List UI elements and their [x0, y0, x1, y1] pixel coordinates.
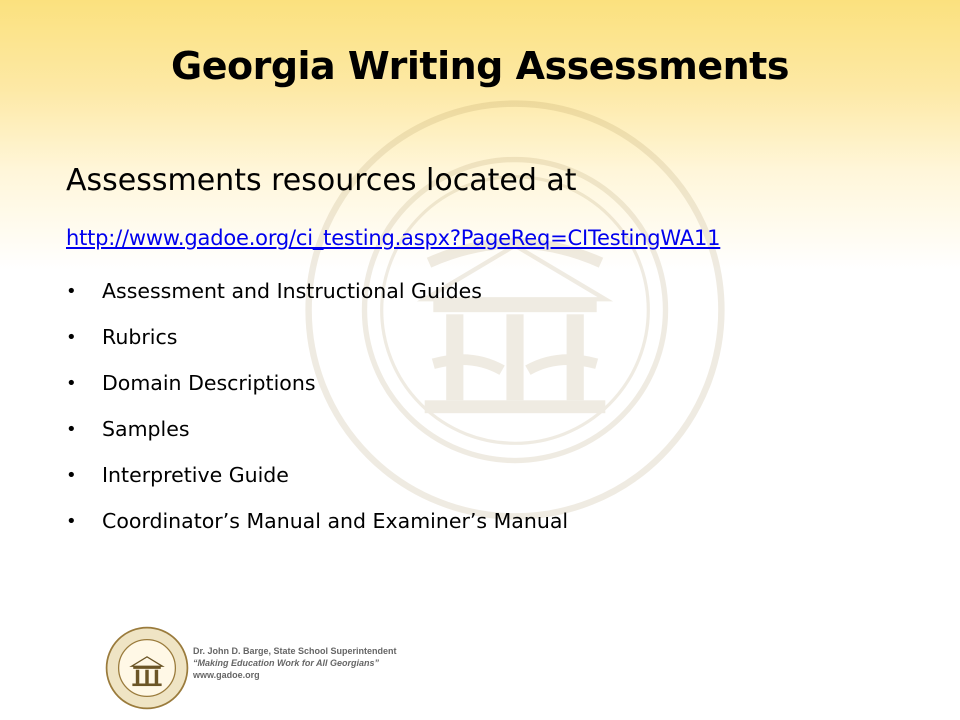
list-item-label: Samples [102, 417, 190, 441]
list-item-label: Interpretive Guide [102, 463, 289, 487]
list-item [66, 314, 568, 360]
bullet-icon: • [66, 326, 77, 348]
list-item-label: Rubrics [102, 325, 178, 349]
list-item [66, 406, 568, 452]
bullet-icon: • [66, 280, 77, 302]
list-item [66, 268, 568, 314]
list-item-label: Domain Descriptions [102, 371, 316, 395]
bullet-icon: • [66, 418, 77, 440]
slide-title: Georgia Writing Assessments [171, 44, 789, 88]
list-item-label: Assessment and Instructional Guides [102, 279, 482, 303]
intro-text: Assessments resources located at [66, 163, 577, 198]
list-item [66, 452, 568, 498]
resources-link[interactable]: http://www.gadoe.org/ci_testing.aspx?PageReq=CITestingWA11 [66, 226, 721, 250]
list-item-label: Coordinator’s Manual and Examiner’s Manual [102, 509, 569, 533]
superintendent-name: Dr. John D. Barge, State School Superintendent [193, 646, 397, 656]
bullet-icon: • [66, 464, 77, 486]
department-of-education-seal-icon [104, 625, 190, 711]
footer-motto: “Making Education Work for All Georgians” [193, 658, 380, 668]
list-item [66, 498, 568, 544]
footer-text [193, 645, 397, 681]
footer-url[interactable]: www.gadoe.org [193, 670, 260, 680]
list-item [66, 360, 568, 406]
bullet-icon: • [66, 510, 77, 532]
resource-list [66, 268, 568, 544]
bullet-icon: • [66, 372, 77, 394]
